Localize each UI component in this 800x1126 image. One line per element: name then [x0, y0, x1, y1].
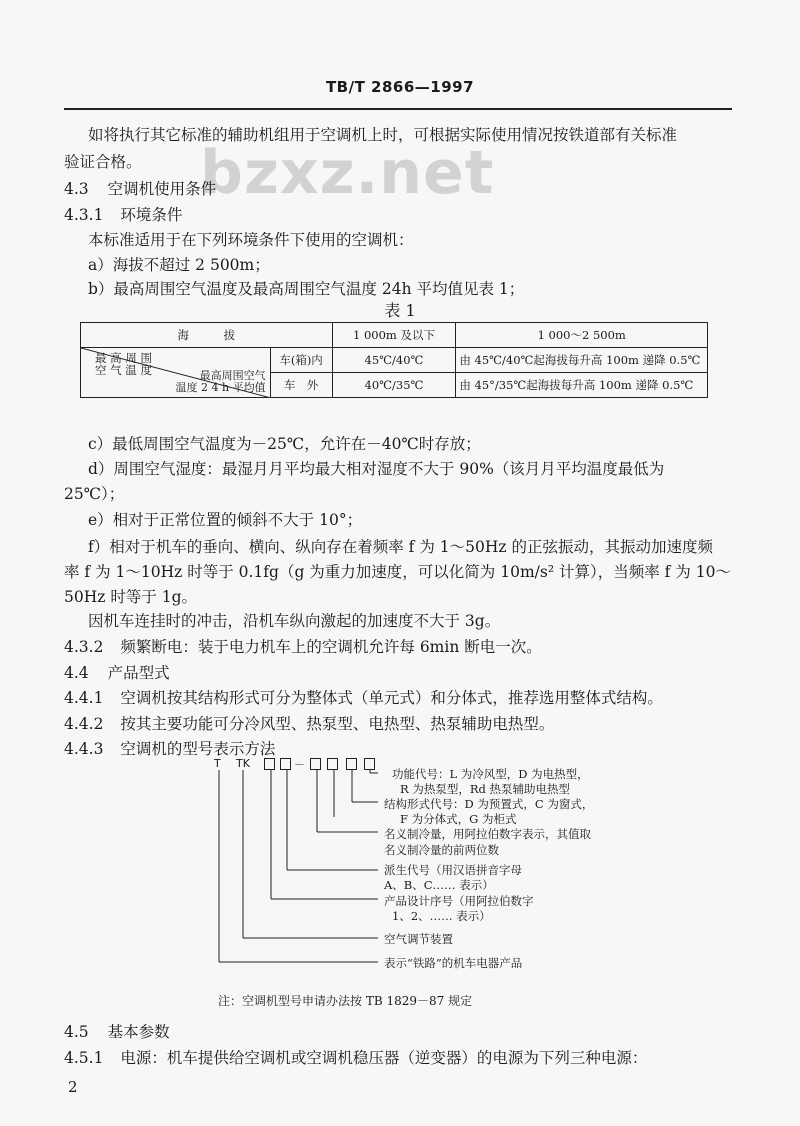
annotation-function-code: 功能代号：L 为冷风型，D 为电热型，	[392, 767, 589, 781]
section-number: 4.4.1	[64, 689, 104, 707]
model-box	[327, 758, 338, 770]
annotation-capacity-cont: 名义制冷量的前两位数	[384, 843, 499, 857]
section-4-5-1	[64, 1046, 647, 1068]
section-title: 基本参数	[107, 1023, 170, 1041]
section-title: 按其主要功能可分冷风型、热泵型、电热型、热泵辅助电热型。	[120, 715, 555, 733]
page-number: 2	[68, 1078, 78, 1096]
cell-inside-low: 45℃/40℃	[332, 348, 456, 373]
section-number: 4.4.3	[64, 740, 104, 758]
model-box	[364, 758, 375, 770]
env-intro: 本标准适用于在下列环境条件下使用的空调机：	[88, 231, 414, 249]
section-title: 环境条件	[120, 206, 183, 224]
section-number: 4.3.2	[64, 638, 104, 656]
diag-bottom-label: 最高周围空气 温度 2 4 h 平均值	[175, 369, 266, 394]
header-rule	[64, 108, 732, 110]
section-title: 频繁断电：装于电力机车上的空调机允许每 6min 断电一次。	[120, 638, 542, 656]
item-f-line-1: f）相对于机车的垂向、横向、纵向存在着频率 f 为 1～50Hz 的正弦振动，其振动加速度频	[88, 538, 713, 556]
model-letter-tk: TK	[236, 757, 250, 770]
col-header-low: 1 000m 及以下	[332, 323, 456, 348]
section-title: 空调机的型号表示方法	[120, 740, 276, 758]
model-note: 注：空调机型号申请办法按 TB 1829－87 规定	[218, 994, 473, 1008]
cell-inside-high: 由 45℃/40℃起海拔每升高 100m 递降 0.5℃	[456, 348, 708, 373]
section-4-4-1	[64, 686, 663, 708]
table-caption: 表 1	[384, 301, 416, 320]
model-box	[310, 758, 321, 770]
annotation-derived-code: 派生代号（用汉语拼音字母	[384, 863, 522, 877]
item-f-line-2: 率 f 为 1～10Hz 时等于 0.1fg（g 为重力加速度，可以化简为 10m/s² 计算），当频率 f 为 10～	[64, 563, 731, 581]
annotation-function-code-cont: R 为热泵型，Rd 热泵辅助电热型	[400, 782, 570, 796]
table-row	[81, 348, 708, 373]
shock-text: 因机车连挂时的冲击，沿机车纵向激起的加速度不大于 3g。	[88, 612, 501, 630]
row-label-inside: 车(箱)内	[270, 348, 332, 373]
section-4-4-3	[64, 737, 275, 759]
item-a: a）海拔不超过 2 500m；	[88, 256, 270, 274]
section-number: 4.5.1	[64, 1049, 104, 1067]
col-header-high: 1 000～2 500m	[456, 323, 708, 348]
annotation-structure-code-cont: F 为分体式，G 为柜式	[400, 812, 517, 826]
item-d-line-1: d）周围空气湿度：最湿月月平均最大相对湿度不大于 90%（该月月平均温度最低为	[88, 460, 665, 478]
running-header: TB/T 2866—1997	[325, 78, 475, 96]
annotation-derived-code-cont: A、B、C…… 表示）	[384, 878, 494, 892]
table-row	[81, 323, 708, 348]
item-c: c）最低周围空气温度为－25℃，允许在－40℃时存放；	[88, 435, 481, 453]
section-4-3	[64, 177, 216, 199]
section-number: 4.4	[64, 664, 89, 682]
model-box	[264, 758, 275, 770]
section-4-3-1	[64, 203, 182, 225]
cell-outside-high: 由 45°/35℃起海拔每升高 100m 递降 0.5℃	[456, 373, 708, 398]
cell-outside-low: 40℃/35℃	[332, 373, 456, 398]
section-number: 4.5	[64, 1023, 89, 1041]
section-number: 4.4.2	[64, 715, 104, 733]
section-4-5	[64, 1020, 170, 1042]
section-title: 产品型式	[107, 664, 170, 682]
watermark: bzxz.net	[200, 138, 495, 208]
section-number: 4.3.1	[64, 206, 104, 224]
item-d-line-2: 25℃）；	[64, 485, 125, 503]
section-4-3-2	[64, 635, 542, 657]
section-number: 4.3	[64, 180, 89, 198]
row-label-outside: 车 外	[270, 373, 332, 398]
annotation-capacity: 名义制冷量，用阿拉伯数字表示，其值取	[384, 827, 591, 841]
annotation-railway-product: 表示“铁路”的机车电器产品	[384, 956, 523, 970]
section-4-4	[64, 661, 170, 683]
item-e: e）相对于正常位置的倾斜不大于 10°；	[88, 511, 363, 529]
section-title: 电源：机车提供给空调机或空调机稳压器（逆变器）的电源为下列三种电源：	[120, 1049, 648, 1067]
environment-table	[80, 322, 708, 398]
annotation-design-serial-cont: 1、2、…… 表示）	[392, 909, 491, 923]
model-box	[346, 758, 357, 770]
item-b: b）最高周围空气温度及最高周围空气温度 24h 平均值见表 1；	[88, 280, 525, 298]
section-title: 空调机按其结构形式可分为整体式（单元式）和分体式，推荐选用整体式结构。	[120, 689, 663, 707]
section-4-4-2	[64, 712, 554, 734]
diag-top-label: 最 高 周 围 空 气 温 度	[95, 351, 152, 377]
intro-line-2: 验证合格。	[64, 153, 142, 171]
item-f-line-3: 50Hz 时等于 1g。	[64, 588, 198, 606]
diagonal-header-cell	[81, 348, 271, 398]
model-box	[280, 758, 291, 770]
annotation-design-serial: 产品设计序号（用阿拉伯数字	[384, 894, 534, 908]
altitude-header: 海 拔	[81, 323, 333, 348]
annotation-structure-code: 结构形式代号：D 为预置式，C 为窗式，	[384, 797, 594, 811]
annotation-air-conditioning: 空气调节装置	[384, 932, 453, 946]
model-letter-t: T	[214, 757, 221, 770]
model-dash: －	[294, 758, 305, 771]
intro-line-1: 如将执行其它标准的辅助机组用于空调机上时，可根据实际使用情况按铁道部有关标准	[88, 126, 678, 144]
section-title: 空调机使用条件	[107, 180, 217, 198]
